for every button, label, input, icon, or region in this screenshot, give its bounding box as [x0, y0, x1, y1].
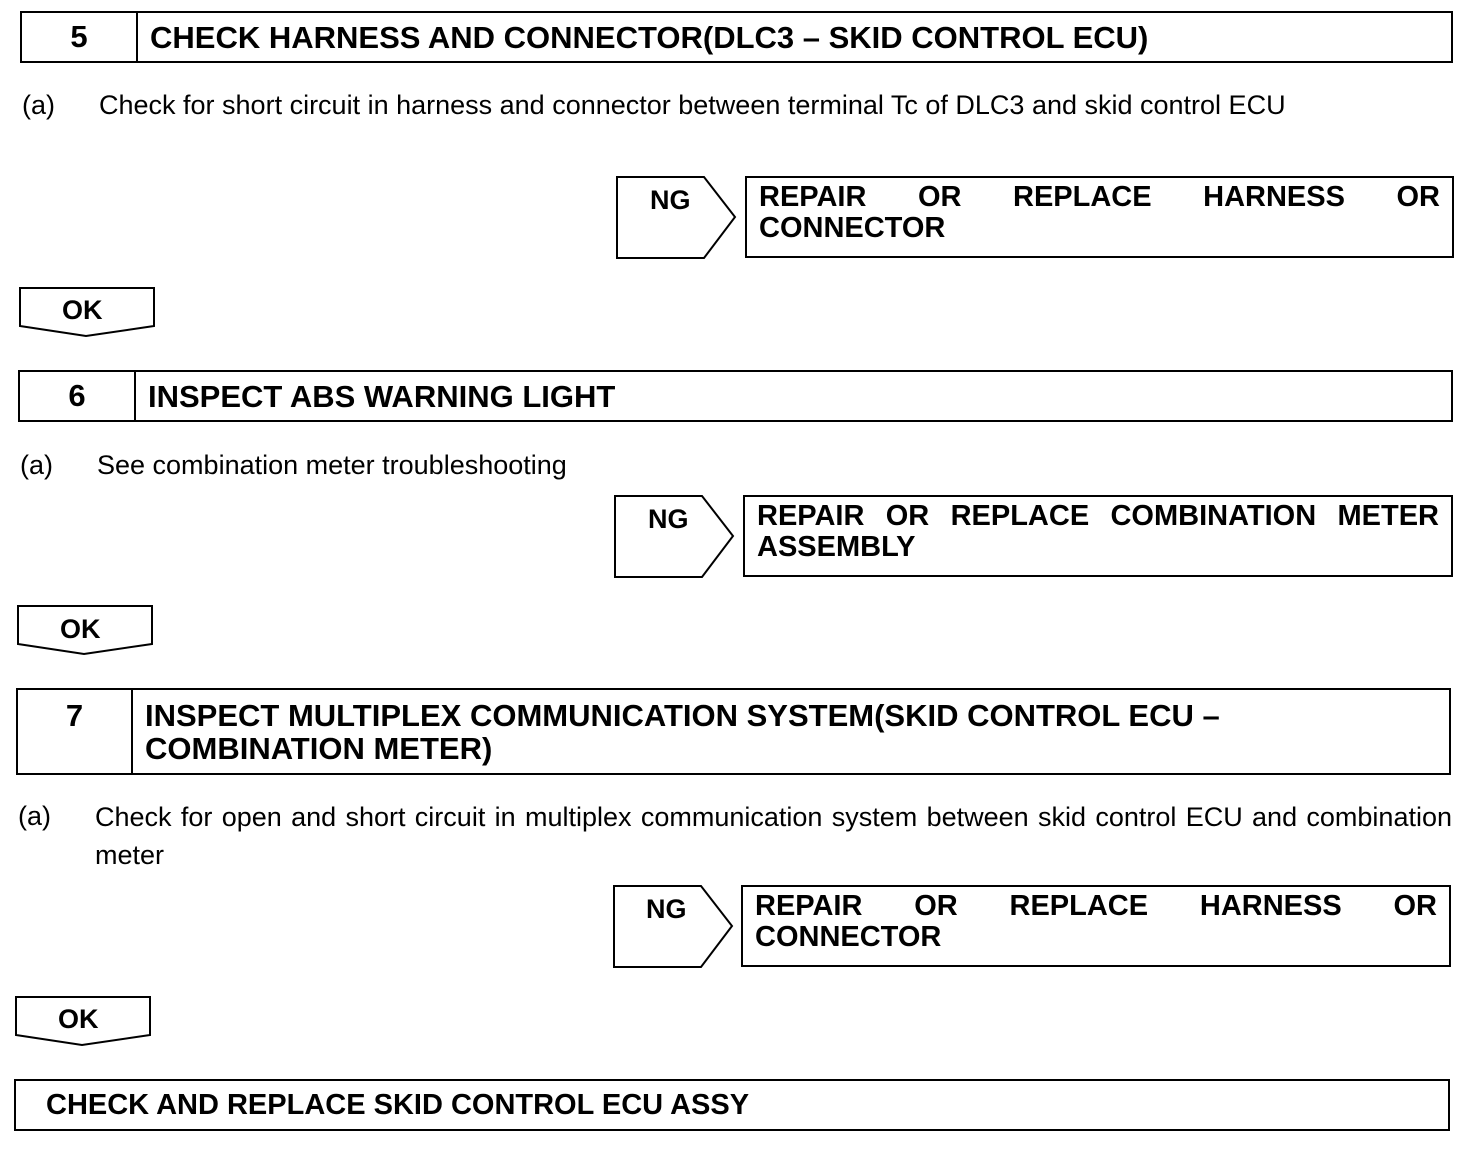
ng-label: NG — [650, 185, 691, 215]
step-number: 7 — [18, 690, 133, 773]
ok-label: OK — [60, 614, 101, 644]
ng-result-box: REPAIR OR REPLACE HARNESS OR CONNECTOR — [745, 176, 1454, 258]
step-number: 6 — [20, 372, 136, 420]
sub-item-label: (a) — [18, 801, 51, 831]
final-action-box: CHECK AND REPLACE SKID CONTROL ECU ASSY — [14, 1079, 1450, 1131]
sub-item-text: Check for short circuit in harness and connector between terminal Tc of DLC3 and skid control ECU — [99, 90, 1286, 120]
sub-item-label: (a) — [20, 450, 53, 480]
ng-result-box: REPAIR OR REPLACE HARNESS OR CONNECTOR — [741, 885, 1451, 967]
step-title: CHECK HARNESS AND CONNECTOR(DLC3 – SKID CONTROL ECU) — [150, 19, 1149, 55]
sub-item-label: (a) — [22, 90, 55, 120]
sub-item-text: See combination meter troubleshooting — [97, 450, 567, 480]
sub-item-text: Check for open and short circuit in multiplex communication system between skid control ECU and combination meter — [95, 802, 1452, 870]
step-title: INSPECT ABS WARNING LIGHT — [148, 378, 616, 414]
ng-result-box: REPAIR OR REPLACE COMBINATION METER ASSEMBLY — [743, 495, 1453, 577]
step-title: INSPECT MULTIPLEX COMMUNICATION SYSTEM(SKID CONTROL ECU – COMBINATION METER) — [145, 697, 1220, 766]
ok-label: OK — [62, 295, 103, 325]
ok-label: OK — [58, 1004, 99, 1034]
step-7-header — [16, 688, 1451, 775]
ng-label: NG — [646, 894, 687, 924]
step-5-header — [20, 11, 1453, 63]
step-number: 5 — [22, 13, 138, 61]
step-6-header — [18, 370, 1453, 422]
ng-label: NG — [648, 504, 689, 534]
